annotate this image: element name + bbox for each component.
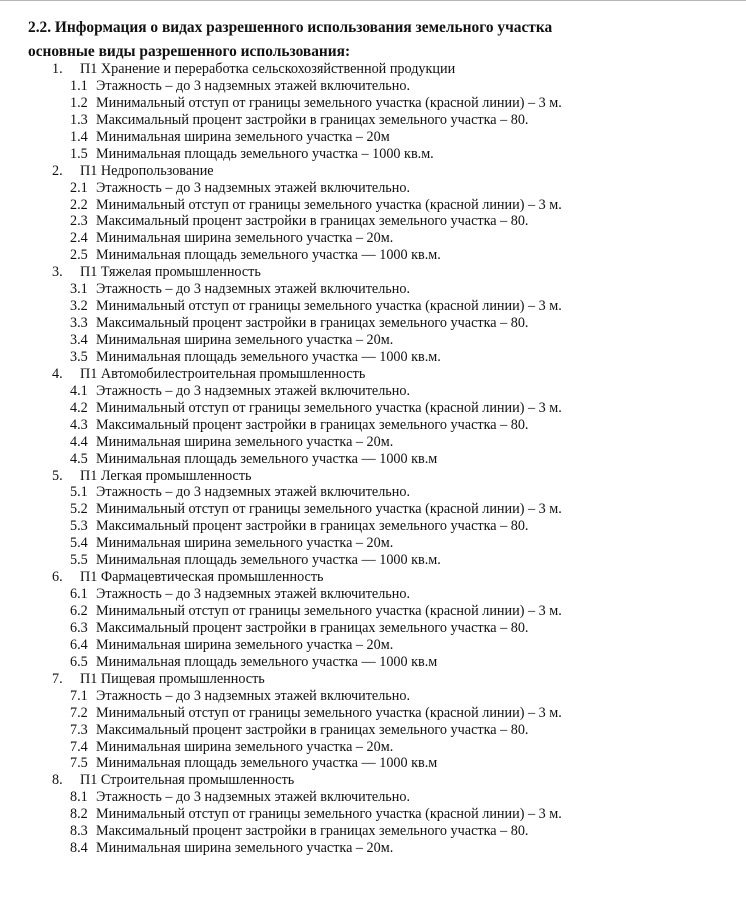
requirement-number: 5.4	[70, 535, 88, 552]
requirement-item	[0, 332, 746, 349]
requirement-item	[0, 146, 746, 163]
requirement-item	[0, 705, 746, 722]
category-item	[0, 163, 746, 180]
requirement-number: 2.4	[70, 230, 88, 247]
category-number: 5.	[52, 467, 63, 484]
requirement-number: 6.2	[70, 603, 88, 619]
requirement-number: 8.3	[70, 823, 88, 840]
top-divider	[0, 0, 746, 1]
requirement-number: 5.5	[70, 552, 88, 569]
category-item	[0, 61, 746, 78]
requirement-item	[0, 78, 746, 95]
requirement-text: Минимальный отступ от границы земельного участка (красной линии) – 3 м.	[96, 298, 562, 315]
category-number: 6.	[52, 569, 63, 586]
requirement-number: 7.5	[70, 755, 88, 772]
requirement-item	[0, 823, 746, 840]
requirement-item	[0, 400, 746, 417]
requirement-item	[0, 197, 746, 214]
requirement-text: Минимальная ширина земельного участка – 20м	[96, 128, 390, 145]
requirement-text: Максимальный процент застройки в границах земельного участка – 80.	[96, 721, 529, 738]
requirement-number: 3.3	[70, 315, 88, 332]
requirement-number: 3.1	[70, 281, 88, 298]
requirement-text: Минимальный отступ от границы земельного участка (красной линии) – 3 м.	[96, 94, 562, 111]
section-subheading: основные виды разрешенного использования:	[28, 43, 351, 60]
requirement-item	[0, 552, 746, 569]
category-number: 4.	[52, 365, 63, 382]
permitted-use-list	[0, 61, 746, 857]
requirement-text: Максимальный процент застройки в границах земельного участка – 80.	[96, 619, 529, 636]
category-item	[0, 264, 746, 281]
requirement-number: 4.2	[70, 399, 88, 416]
requirement-number: 8.2	[70, 806, 88, 823]
requirement-item	[0, 484, 746, 501]
requirement-text: Этажность – до 3 надземных этажей включительно.	[96, 382, 411, 399]
requirement-item	[0, 213, 746, 230]
requirement-item	[0, 637, 746, 654]
requirement-number: 1.3	[70, 111, 88, 128]
requirement-item	[0, 281, 746, 298]
requirement-text: Минимальная ширина земельного участка – 20м.	[96, 535, 394, 552]
requirement-text: Минимальная ширина земельного участка – 20м.	[96, 332, 394, 348]
requirement-number: 2.2	[70, 196, 88, 213]
requirement-text: Этажность – до 3 надземных этажей включительно.	[96, 77, 411, 94]
category-item	[0, 468, 746, 485]
requirement-item	[0, 230, 746, 247]
requirement-text: Максимальный процент застройки в границах земельного участка – 80.	[96, 111, 529, 128]
requirement-number: 2.1	[70, 179, 88, 196]
requirement-text: Минимальная ширина земельного участка – 20м.	[96, 840, 394, 857]
requirement-number: 3.4	[70, 332, 88, 348]
requirement-text: Максимальный процент застройки в границах земельного участка – 80.	[96, 823, 529, 840]
requirement-text: Этажность – до 3 надземных этажей включительно.	[96, 179, 411, 196]
requirement-item	[0, 349, 746, 366]
requirement-text: Этажность – до 3 надземных этажей включительно.	[96, 789, 411, 806]
category-number: 2.	[52, 162, 63, 179]
requirement-text: Максимальный процент застройки в границах земельного участка – 80.	[96, 315, 529, 332]
requirement-item	[0, 789, 746, 806]
requirement-text: Минимальная ширина земельного участка – 20м.	[96, 738, 394, 755]
requirement-number: 1.5	[70, 145, 88, 162]
requirement-text: Минимальная ширина земельного участка – 20м.	[96, 636, 394, 653]
requirement-text: Минимальная площадь земельного участка – 1000 кв.м.	[96, 145, 434, 162]
requirement-item	[0, 247, 746, 264]
requirement-item	[0, 434, 746, 451]
requirement-text: Минимальная ширина земельного участка – 20м.	[96, 230, 394, 247]
requirement-item	[0, 180, 746, 197]
requirement-item	[0, 755, 746, 772]
category-title: П1 Недропользование	[80, 162, 214, 179]
category-title: П1 Фармацевтическая промышленность	[80, 569, 324, 586]
requirement-number: 5.2	[70, 501, 88, 518]
requirement-number: 6.3	[70, 619, 88, 636]
requirement-text: Минимальный отступ от границы земельного участка (красной линии) – 3 м.	[96, 501, 562, 518]
requirement-text: Минимальная площадь земельного участка — 1000 кв.м	[96, 653, 438, 670]
requirement-text: Минимальная площадь земельного участка — 1000 кв.м	[96, 450, 438, 467]
requirement-number: 4.4	[70, 433, 88, 450]
requirement-number: 7.3	[70, 721, 88, 738]
requirement-text: Максимальный процент застройки в границах земельного участка – 80.	[96, 213, 529, 230]
requirement-text: Этажность – до 3 надземных этажей включительно.	[96, 687, 411, 704]
requirement-text: Минимальная площадь земельного участка — 1000 кв.м.	[96, 552, 441, 569]
requirement-number: 4.1	[70, 382, 88, 399]
requirement-item	[0, 806, 746, 823]
category-title: П1 Тяжелая промышленность	[80, 264, 261, 281]
requirement-text: Этажность – до 3 надземных этажей включительно.	[96, 484, 411, 501]
requirement-text: Этажность – до 3 надземных этажей включительно.	[96, 281, 411, 298]
category-item	[0, 569, 746, 586]
requirement-item	[0, 112, 746, 129]
category-number: 7.	[52, 670, 63, 687]
requirement-text: Минимальная площадь земельного участка — 1000 кв.м	[96, 755, 438, 772]
requirement-item	[0, 315, 746, 332]
requirement-text: Минимальный отступ от границы земельного участка (красной линии) – 3 м.	[96, 399, 562, 416]
requirement-text: Минимальный отступ от границы земельного участка (красной линии) – 3 м.	[96, 196, 562, 213]
requirement-number: 7.2	[70, 704, 88, 721]
requirement-number: 7.1	[70, 687, 88, 704]
requirement-item	[0, 654, 746, 671]
requirement-item	[0, 417, 746, 434]
requirement-text: Максимальный процент застройки в границах земельного участка – 80.	[96, 518, 529, 535]
requirement-item	[0, 722, 746, 739]
requirement-number: 1.4	[70, 128, 88, 145]
requirement-number: 1.1	[70, 77, 88, 94]
requirement-number: 3.5	[70, 348, 88, 365]
requirement-item	[0, 518, 746, 535]
requirement-item	[0, 688, 746, 705]
requirement-number: 2.5	[70, 247, 88, 264]
requirement-number: 6.5	[70, 653, 88, 670]
requirement-number: 2.3	[70, 213, 88, 230]
requirement-item	[0, 501, 746, 518]
requirement-number: 5.1	[70, 484, 88, 501]
requirement-number: 5.3	[70, 518, 88, 535]
requirement-item	[0, 586, 746, 603]
requirement-item	[0, 739, 746, 756]
requirement-text: Максимальный процент застройки в границах земельного участка – 80.	[96, 416, 529, 433]
requirement-number: 1.2	[70, 94, 88, 111]
requirement-number: 6.1	[70, 586, 88, 603]
category-number: 8.	[52, 772, 63, 789]
category-item	[0, 671, 746, 688]
requirement-text: Минимальная площадь земельного участка — 1000 кв.м.	[96, 348, 441, 365]
requirement-item	[0, 840, 746, 857]
requirement-number: 6.4	[70, 636, 88, 653]
requirement-number: 4.3	[70, 416, 88, 433]
requirement-text: Минимальный отступ от границы земельного участка (красной линии) – 3 м.	[96, 603, 562, 619]
requirement-text: Минимальный отступ от границы земельного участка (красной линии) – 3 м.	[96, 704, 562, 721]
section-heading: 2.2. Информация о видах разрешенного использования земельного участка	[28, 19, 553, 36]
category-title: П1 Пищевая промышленность	[80, 670, 265, 687]
category-number: 1.	[52, 61, 63, 77]
category-title: П1 Легкая промышленность	[80, 467, 252, 484]
requirement-item	[0, 383, 746, 400]
requirement-number: 8.1	[70, 789, 88, 806]
category-title: П1 Автомобилестроительная промышленность	[80, 365, 366, 382]
requirement-text: Этажность – до 3 надземных этажей включительно.	[96, 586, 411, 603]
requirement-item	[0, 95, 746, 112]
requirement-number: 4.5	[70, 450, 88, 467]
requirement-item	[0, 298, 746, 315]
category-title: П1 Хранение и переработка сельскохозяйственной продукции	[80, 61, 456, 77]
requirement-item	[0, 451, 746, 468]
category-item	[0, 772, 746, 789]
requirement-item	[0, 620, 746, 637]
requirement-number: 3.2	[70, 298, 88, 315]
requirement-text: Минимальный отступ от границы земельного участка (красной линии) – 3 м.	[96, 806, 562, 823]
category-title: П1 Строительная промышленность	[80, 772, 295, 789]
requirement-text: Минимальная площадь земельного участка — 1000 кв.м.	[96, 247, 441, 264]
category-number: 3.	[52, 264, 63, 281]
requirement-number: 7.4	[70, 738, 88, 755]
requirement-item	[0, 129, 746, 146]
requirement-number: 8.4	[70, 840, 88, 857]
requirement-item	[0, 603, 746, 620]
requirement-item	[0, 535, 746, 552]
requirement-text: Минимальная ширина земельного участка – 20м.	[96, 433, 394, 450]
category-item	[0, 366, 746, 383]
